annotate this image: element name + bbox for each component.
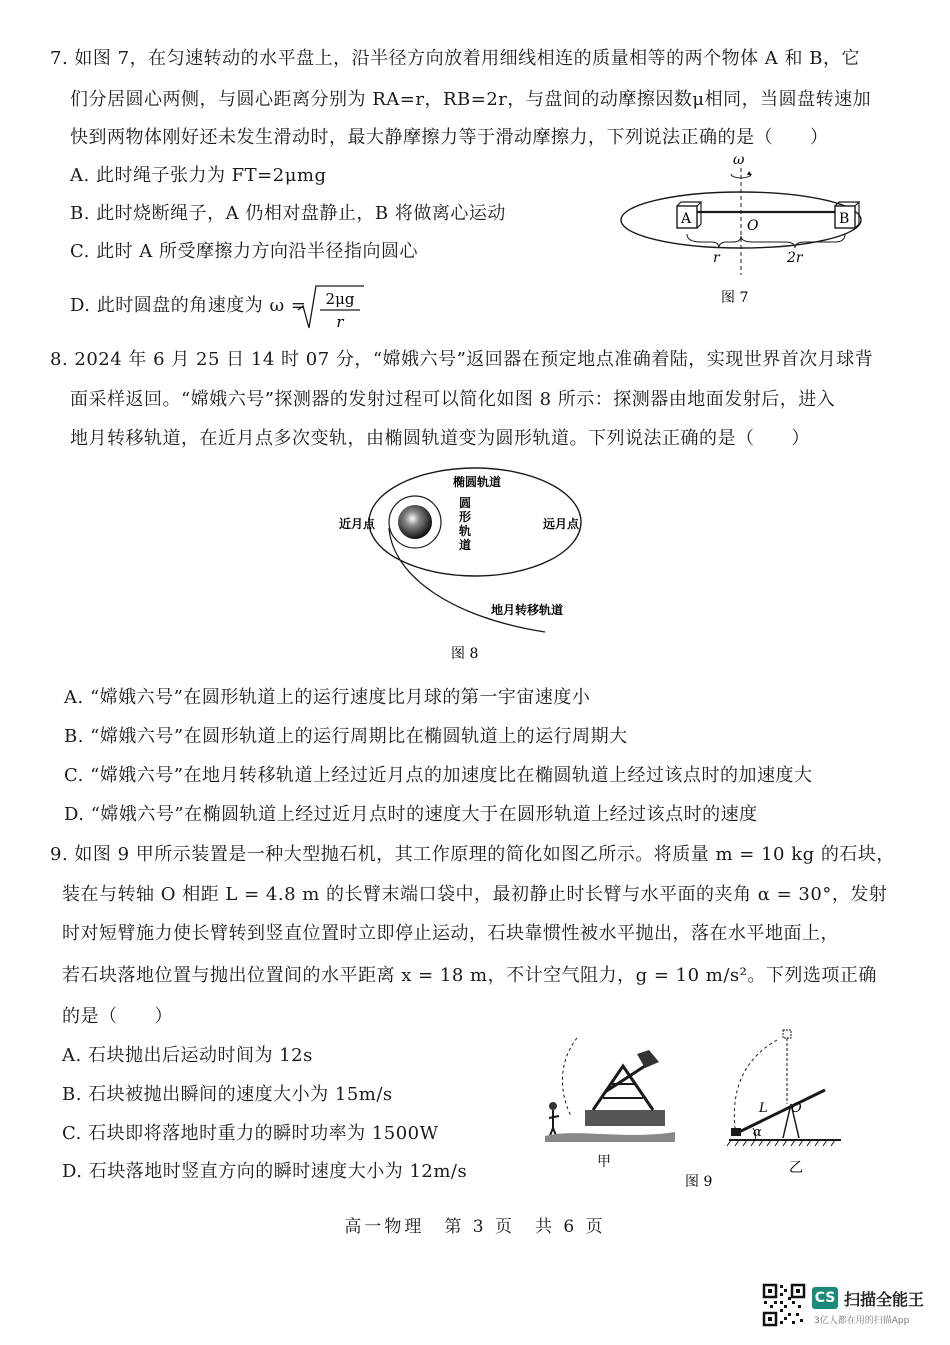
q9-stem-line-3: 时对短臂施力使长臂转到竖直位置时立即停止运动，石块靠惯性被水平抛出，落在水平地面上， [62,923,839,944]
q9-option-a: A. 石块抛出后运动时间为 12s [62,1045,313,1066]
fig9-pivot-o: O [791,1101,802,1116]
page-footer: 高一物理 第 3 页 共 6 页 [344,1217,606,1237]
fig8-ellipse-label: 椭圆轨道 [453,475,502,489]
q8-stem-line-3: 地月转移轨道，在近月点多次变轨，由椭圆轨道变为圆形轨道。下列说法正确的是（ ） [70,428,810,449]
fig7-block-b: B [839,211,850,227]
q7-option-a: A. 此时绳子张力为 FT=2μmg [70,165,327,186]
fig9-length-l: L [759,1101,768,1116]
q7-stem-line-3: 快到两物体刚好还未发生滑动时，最大静摩擦力等于滑动摩擦力，下列说法正确的是（ ） [70,127,829,148]
q7-formula-denominator: r [336,313,344,331]
fig8-caption: 图 8 [451,646,479,662]
scanner-app-name: 扫描全能王 [844,1290,925,1309]
fig8-circle-char-4: 道 [459,538,472,552]
simplified-diagram [727,1030,841,1146]
qr-code-icon [762,1283,806,1327]
q9-stem-line-1: 9. 如图 9 甲所示装置是一种大型抛石机，其工作原理的简化如图乙所示。将质量 m = 10 kg 的石块， [50,844,895,865]
q7-option-d: D. 此时圆盘的角速度为 ω = [70,295,307,316]
fig9-label-jia: 甲 [597,1154,611,1170]
fig9-label-yi: 乙 [789,1160,803,1176]
scanner-tagline: 3亿人都在用的扫描App [814,1316,910,1326]
figure-9 [545,1028,875,1198]
fig7-omega-label: ω [733,152,745,168]
q7-stem-line-1: 7. 如图 7，在匀速转动的水平盘上，沿半径方向放着用细线相连的质量相等的两个物体 A 和 B，它 [50,48,860,69]
q7-stem-line-2: 们分居圆心两侧，与圆心距离分别为 RA=r，RB=2r，与盘间的动摩擦因数μ相同，当圆盘转速加 [70,89,872,110]
fig8-transfer-label: 地月转移轨道 [491,603,564,617]
fig8-circle-char-3: 轨 [459,524,472,538]
fig7-center-o: O [747,218,759,234]
q9-stem-line-2: 装在与转轴 O 相距 L = 4.8 m 的长臂末端口袋中，最初静止时长臂与水平面的夹角 α = 30°，发射 [62,884,888,905]
figure-7 [615,150,895,310]
q8-option-d: D. “嫦娥六号”在椭圆轨道上经过近月点时的速度大于在圆形轨道上经过该点时的速度 [64,804,758,825]
fig9-caption: 图 9 [685,1174,713,1190]
q8-option-b: B. “嫦娥六号”在圆形轨道上的运行周期比在椭圆轨道上的运行周期大 [64,726,628,747]
trebuchet-illustration [545,1038,675,1142]
q7-option-c: C. 此时 A 所受摩擦力方向沿半径指向圆心 [70,241,419,262]
figure-8 [335,466,605,666]
fig8-circle-char-1: 圆 [459,496,472,510]
fig7-caption: 图 7 [721,290,749,306]
q9-stem-line-5: 的是（ ） [62,1006,173,1027]
q9-option-d: D. 石块落地时竖直方向的瞬时速度大小为 12m/s [62,1161,468,1182]
q8-stem-line-1: 8. 2024 年 6 月 25 日 14 时 07 分，“嫦娥六号”返回器在预定地点准确着陆，实现世界首次月球背 [50,349,874,370]
fig9-angle-alpha: α [753,1125,762,1140]
q7-option-d-formula [296,280,366,332]
scanner-watermark [762,1283,947,1333]
fig7-block-a: A [681,211,692,227]
q8-option-c: C. “嫦娥六号”在地月转移轨道上经过近月点的加速度比在椭圆轨道上经过该点时的加速度大 [64,765,813,786]
q7-option-b: B. 此时烧断绳子，A 仍相对盘静止，B 将做离心运动 [70,203,506,224]
fig7-distance-r: r [713,250,720,266]
moon-icon [398,505,432,539]
q7-formula-numerator: 2μg [325,290,355,308]
fig8-perilune-label: 近月点 [339,517,376,531]
q9-stem-line-4: 若石块落地位置与抛出位置间的水平距离 x = 18 m，不计空气阻力，g = 10 m/s²。下列选项正确 [62,965,877,986]
cs-logo-icon: CS [812,1287,838,1309]
q9-option-b: B. 石块被抛出瞬间的速度大小为 15m/s [62,1084,393,1105]
fig8-circle-char-2: 形 [459,510,472,524]
q8-stem-line-2: 面采样返回。“嫦娥六号”探测器的发射过程可以简化如图 8 所示：探测器由地面发射后，进入 [70,389,836,410]
fig8-apolune-label: 远月点 [543,517,580,531]
fig7-distance-2r: 2r [787,250,803,266]
q8-option-a: A. “嫦娥六号”在圆形轨道上的运行速度比月球的第一宇宙速度小 [64,687,591,708]
q9-option-c: C. 石块即将落地时重力的瞬时功率为 1500W [62,1123,439,1144]
